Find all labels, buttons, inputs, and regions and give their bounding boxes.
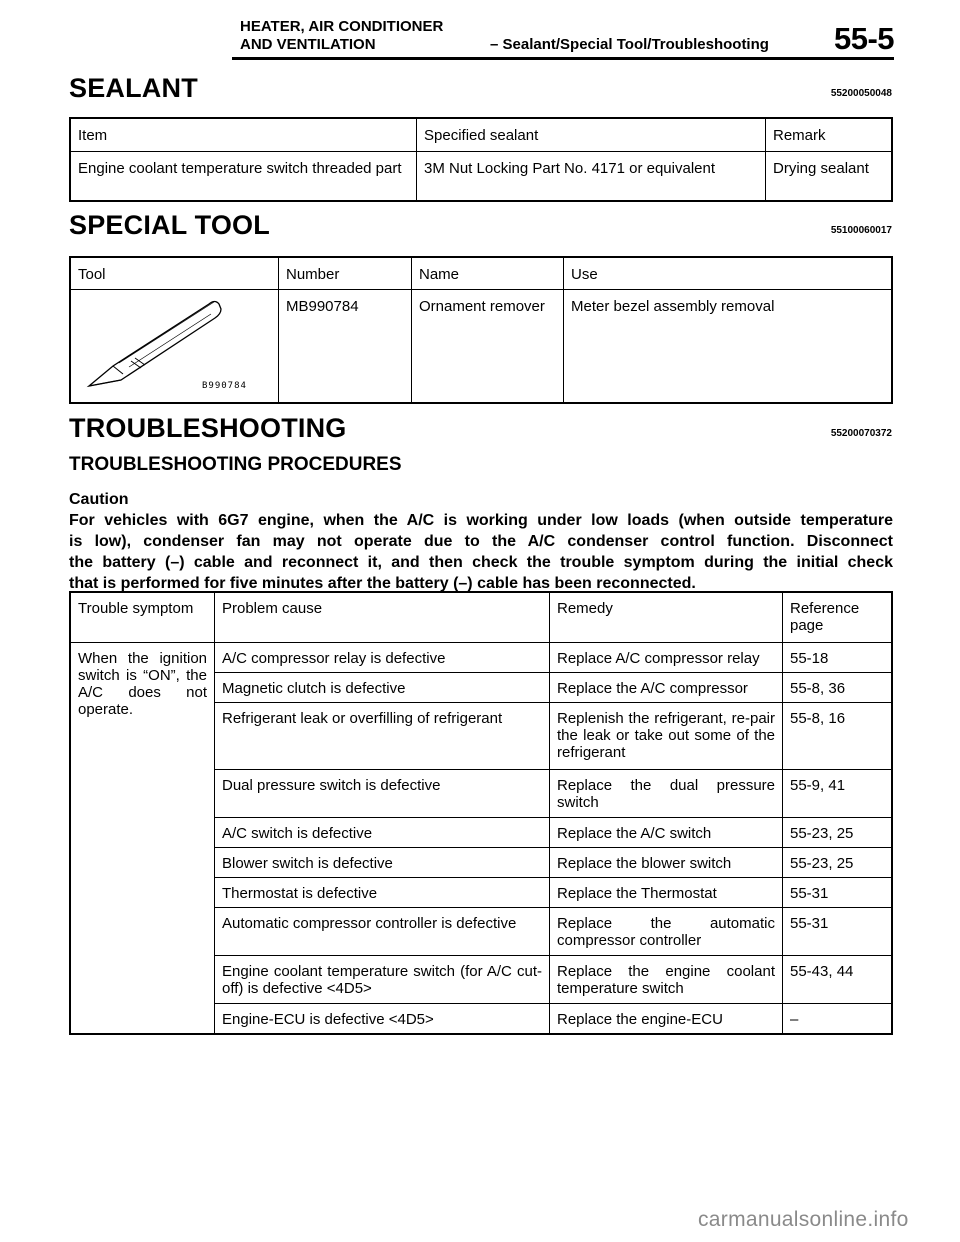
watermark: carmanualsonline.info [698,1208,909,1231]
col-header-specified-sealant: Specified sealant [417,118,766,151]
col-header-reference-page: Reference page [783,592,893,642]
cell-problem-cause: Thermostat is defective [215,877,550,907]
cell-problem-cause: A/C switch is defective [215,817,550,847]
header-section-line2: AND VENTILATION [240,36,376,53]
caution-block [69,489,893,594]
troubleshooting-table [69,591,893,1035]
caution-line: For vehicles with 6G7 engine, when the A/C is working under low loads (when outside temperature [69,512,893,529]
sealant-table [69,117,893,202]
cell-item: Engine coolant temperature switch threaded part [70,151,417,201]
cell-reference-page: 55-8, 36 [783,672,893,702]
cell-reference-page: 55-8, 16 [783,702,893,769]
caution-line: the battery (–) cable and reconnect it, and then check the trouble symptom during the initial check [69,554,893,571]
col-header-remark: Remark [766,118,893,151]
tool-image-label: B990784 [202,381,247,391]
table-header-row [70,592,892,642]
cell-remedy: Replace A/C compressor relay [550,642,783,672]
cell-problem-cause: A/C compressor relay is defective [215,642,550,672]
cell-use: Meter bezel assembly removal [564,290,893,404]
cell-number: MB990784 [279,290,412,404]
cell-reference-page: 55-9, 41 [783,769,893,817]
cell-remedy: Replace the Thermostat [550,877,783,907]
cell-name: Ornament remover [412,290,564,404]
cell-tool-image [70,290,279,404]
troubleshooting-title: TROUBLESHOOTING [69,413,347,443]
caution-line: is low), condenser fan may not operate due to the A/C condenser control function. Disconnect [69,533,893,550]
cell-reference-page: 55-23, 25 [783,817,893,847]
caution-line: that is performed for five minutes after the battery (–) cable has been reconnected. [69,575,696,592]
cell-problem-cause: Magnetic clutch is defective [215,672,550,702]
col-header-item: Item [70,118,417,151]
table-row [70,642,892,672]
col-header-name: Name [412,257,564,290]
cell-problem-cause: Engine-ECU is defective <4D5> [215,1003,550,1034]
col-header-number: Number [279,257,412,290]
cell-remark: Drying sealant [766,151,893,201]
col-header-tool: Tool [70,257,279,290]
header-section-line1: HEATER, AIR CONDITIONER [240,18,444,35]
page-number: 55-5 [834,21,895,56]
cell-specified-sealant: 3M Nut Locking Part No. 4171 or equivalent [417,151,766,201]
table-row [70,290,892,404]
cell-remedy: Replace the automatic compressor controller [550,907,783,955]
table-row [70,151,892,201]
table-header-row [70,257,892,290]
col-header-use: Use [564,257,893,290]
cell-problem-cause: Automatic compressor controller is defective [215,907,550,955]
cell-remedy: Replace the engine-ECU [550,1003,783,1034]
troubleshooting-code: 55200070372 [830,428,892,439]
cell-remedy: Replace the blower switch [550,847,783,877]
col-header-remedy: Remedy [550,592,783,642]
cell-remedy: Replace the engine coolant temperature switch [550,955,783,1003]
cell-reference-page: 55-43, 44 [783,955,893,1003]
cell-reference-page: 55-31 [783,877,893,907]
cell-remedy: Replenish the refrigerant, re-pair the leak or take out some of the refrigerant [550,702,783,769]
special-tool-title: SPECIAL TOOL [69,210,270,240]
col-header-problem-cause: Problem cause [215,592,550,642]
cell-reference-page: 55-23, 25 [783,847,893,877]
header-rule [232,57,894,60]
col-header-trouble-symptom: Trouble symptom [70,592,215,642]
cell-reference-page: – [783,1003,893,1034]
header-subtitle: – Sealant/Special Tool/Troubleshooting [490,36,769,53]
cell-trouble-symptom: When the ignition switch is “ON”, the A/C does not operate. [70,642,215,1034]
cell-problem-cause: Engine coolant temperature switch (for A/C cut-off) is defective <4D5> [215,955,550,1003]
cell-reference-page: 55-18 [783,642,893,672]
sealant-code: 55200050048 [830,88,892,99]
cell-remedy: Replace the dual pressure switch [550,769,783,817]
cell-remedy: Replace the A/C compressor [550,672,783,702]
cell-reference-page: 55-31 [783,907,893,955]
special-tool-table [69,256,893,404]
cell-problem-cause: Dual pressure switch is defective [215,769,550,817]
header-section-title [240,18,443,54]
troubleshooting-procedures-title: TROUBLESHOOTING PROCEDURES [69,454,402,475]
cell-problem-cause: Blower switch is defective [215,847,550,877]
special-tool-code: 55100060017 [830,225,892,236]
ornament-remover-illustration [71,290,278,402]
table-header-row [70,118,892,151]
cell-remedy: Replace the A/C switch [550,817,783,847]
cell-problem-cause: Refrigerant leak or overfilling of refrigerant [215,702,550,769]
sealant-title: SEALANT [69,73,198,103]
caution-label: Caution [69,491,129,508]
